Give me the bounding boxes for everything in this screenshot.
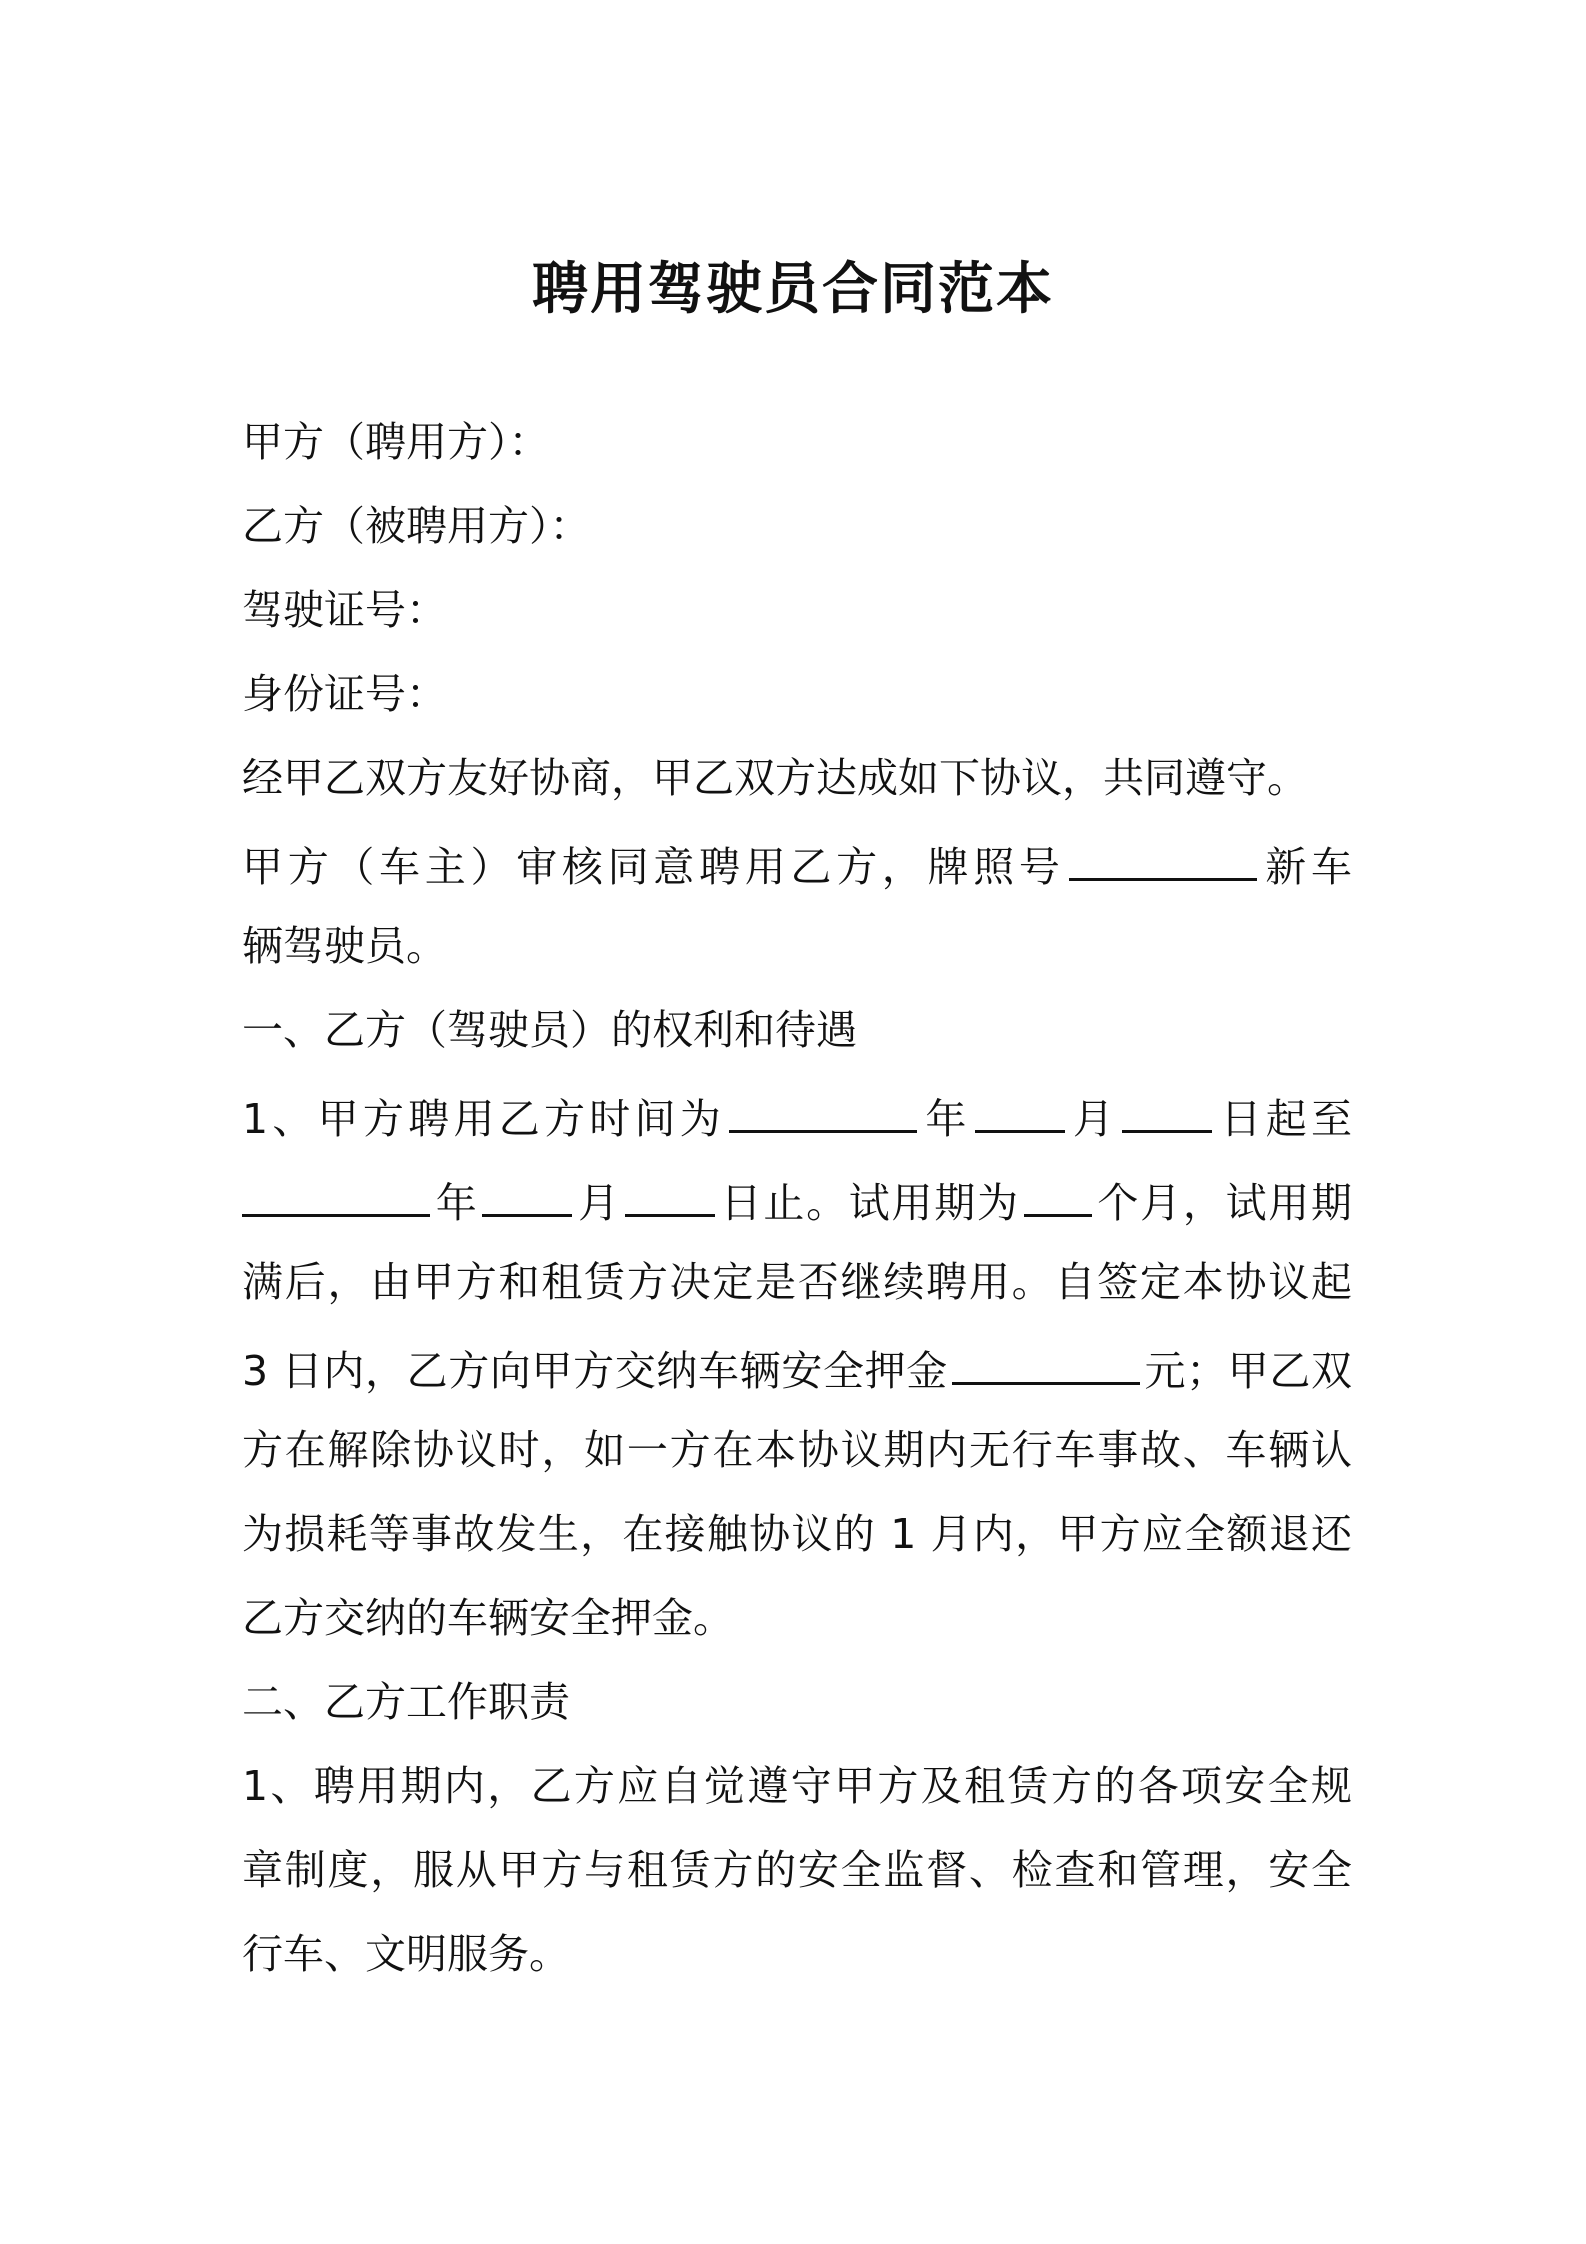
section-1-heading: 一、乙方（驾驶员）的权利和待遇 xyxy=(242,1006,857,1054)
document-title: 聘用驾驶员合同范本 xyxy=(532,257,1054,322)
probation-text-2: 个月，试用期 xyxy=(1095,1179,1353,1227)
probation-months-blank xyxy=(1024,1168,1092,1217)
deposit-text-2: 元；甲乙双 xyxy=(1143,1347,1352,1395)
plate-number-blank xyxy=(1069,832,1257,881)
engagement-text-2: 新车 xyxy=(1260,843,1353,891)
duty-clause-line-3: 行车、文明服务。 xyxy=(242,1930,570,1978)
engagement-line-1 xyxy=(242,832,1352,897)
engagement-text-1: 甲方（车主）审核同意聘用乙方，牌照号 xyxy=(242,843,1065,891)
section-2-heading: 二、乙方工作职责 xyxy=(242,1678,570,1726)
intro-paragraph: 经甲乙双方友好协商，甲乙双方达成如下协议，共同遵守。 xyxy=(242,754,1308,802)
probation-text: 日止。试用期为 xyxy=(718,1179,1020,1227)
engagement-line-2: 辆驾驶员。 xyxy=(242,922,447,970)
clause-1-text: 1、甲方聘用乙方时间为 xyxy=(242,1095,726,1143)
party-b-label: 乙方（被聘用方）： xyxy=(242,502,591,550)
license-number-label: 驾驶证号： xyxy=(242,586,447,634)
clause-1-line-6: 为损耗等事故发生，在接触协议的 1 月内，甲方应全额退还 xyxy=(242,1510,1352,1558)
month-label: 月 xyxy=(1068,1095,1119,1143)
end-year-blank xyxy=(242,1168,430,1217)
duty-clause-line-2: 章制度，服从甲方与租赁方的安全监督、检查和管理，安全 xyxy=(242,1846,1352,1894)
clause-1-line-3: 满后，由甲方和租赁方决定是否继续聘用。自签定本协议起 xyxy=(242,1258,1352,1306)
year-label: 年 xyxy=(921,1095,971,1143)
deposit-text: 3 日内，乙方向甲方交纳车辆安全押金 xyxy=(242,1347,948,1395)
start-month-blank xyxy=(975,1084,1065,1133)
month-label: 月 xyxy=(576,1179,621,1227)
id-number-label: 身份证号： xyxy=(242,670,447,718)
deposit-amount-blank xyxy=(952,1336,1140,1385)
start-day-blank xyxy=(1122,1084,1212,1133)
party-a-label: 甲方（聘用方）： xyxy=(242,418,550,466)
end-month-blank xyxy=(482,1168,572,1217)
duty-clause-line-1: 1、聘用期内，乙方应自觉遵守甲方及租赁方的各项安全规 xyxy=(242,1762,1352,1810)
clause-1-line-2 xyxy=(242,1168,1352,1233)
clause-1-line-4 xyxy=(242,1336,1352,1401)
year-label: 年 xyxy=(434,1179,479,1227)
day-label: 日起至 xyxy=(1216,1095,1353,1143)
clause-1-line-7: 乙方交纳的车辆安全押金。 xyxy=(242,1594,734,1642)
end-day-blank xyxy=(625,1168,715,1217)
start-year-blank xyxy=(729,1084,917,1133)
clause-1-line-1 xyxy=(242,1084,1352,1149)
clause-1-line-5: 方在解除协议时，如一方在本协议期内无行车事故、车辆认 xyxy=(242,1426,1352,1474)
